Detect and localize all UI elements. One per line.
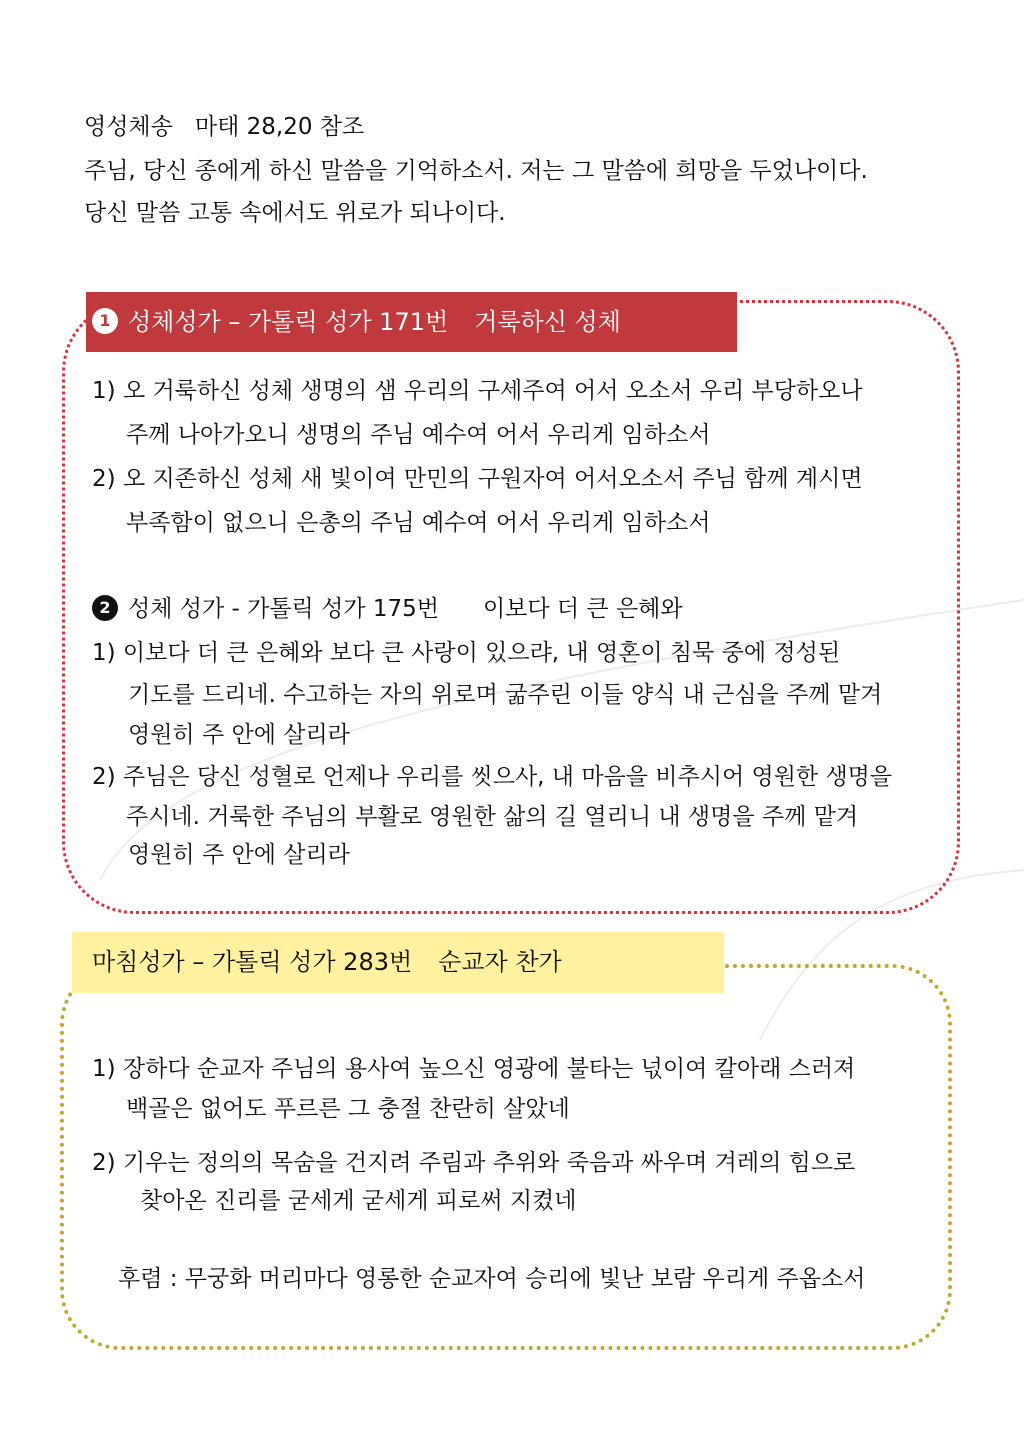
lyric-line: 2) 오 지존하신 성체 새 빛이여 만민의 구원자여 어서오소서 주님 함께 계시면 xyxy=(92,466,863,492)
lyric-line: 영원히 주 안에 살리라 xyxy=(128,842,350,868)
lyric-line: 2) 기우는 정의의 목숨을 건지려 주림과 추위와 죽음과 싸우며 겨레의 힘으로 xyxy=(92,1150,856,1176)
section1-song-title: 거룩하신 성체 xyxy=(474,308,621,336)
section2-header-text: 성체 성가 - 가톨릭 성가 175번 xyxy=(128,596,439,622)
antiphon-line: 당신 말씀 고통 속에서도 위로가 되나이다. xyxy=(84,200,506,226)
antiphon-heading xyxy=(84,108,364,141)
lyric-line: 1) 이보다 더 큰 은혜와 보다 큰 사랑이 있으랴, 내 영혼이 침묵 중에 정성된 xyxy=(92,640,841,666)
lyric-line: 백골은 없어도 푸르른 그 충절 찬란히 살았네 xyxy=(126,1096,570,1122)
section1-number: 1 xyxy=(92,308,118,334)
antiphon-title: 영성체송 xyxy=(84,114,173,140)
section3-header xyxy=(72,932,724,993)
lyric-line: 2) 주님은 당신 성혈로 언제나 우리를 씻으사, 내 마음을 비추시어 영원한 생명을 xyxy=(92,764,893,790)
section2-song-title: 이보다 더 큰 은혜와 xyxy=(482,596,683,622)
section2-number: 2 xyxy=(92,595,118,621)
lyric-line: 찾아온 진리를 굳세게 굳세게 피로써 지켰네 xyxy=(140,1188,577,1214)
section3-header-text: 마침성가 – 가톨릭 성가 283번 xyxy=(92,948,413,976)
lyric-line: 1) 오 거룩하신 성체 생명의 샘 우리의 구세주여 어서 오소서 우리 부당하오나 xyxy=(92,378,863,404)
antiphon-reference: 마태 28,20 참조 xyxy=(194,114,365,140)
section1-header-text: 성체성가 – 가톨릭 성가 171번 xyxy=(128,308,449,336)
section3-song-title: 순교자 찬가 xyxy=(438,948,562,976)
section1-header xyxy=(86,292,737,352)
refrain-line: 후렴 : 무궁화 머리마다 영롱한 순교자여 승리에 빛난 보람 우리게 주옵소서 xyxy=(118,1266,866,1292)
section2-header xyxy=(92,594,683,624)
antiphon-line: 주님, 당신 종에게 하신 말씀을 기억하소서. 저는 그 말씀에 희망을 두었나이다. xyxy=(84,158,868,184)
lyric-line: 주께 나아가오니 생명의 주님 예수여 어서 우리게 임하소서 xyxy=(126,422,711,448)
lyric-line: 영원히 주 안에 살리라 xyxy=(128,722,350,748)
lyric-line: 1) 장하다 순교자 주님의 용사여 높으신 영광에 불타는 넋이여 칼아래 스러져 xyxy=(92,1056,856,1082)
lyric-line: 주시네. 거룩한 주님의 부활로 영원한 삶의 길 열리니 내 생명을 주께 맡겨 xyxy=(126,804,859,830)
lyric-line: 기도를 드리네. 수고하는 자의 위로며 굶주린 이들 양식 내 근심을 주께 맡겨 xyxy=(128,682,883,708)
lyric-line: 부족함이 없으니 은총의 주님 예수여 어서 우리게 임하소서 xyxy=(126,510,711,536)
